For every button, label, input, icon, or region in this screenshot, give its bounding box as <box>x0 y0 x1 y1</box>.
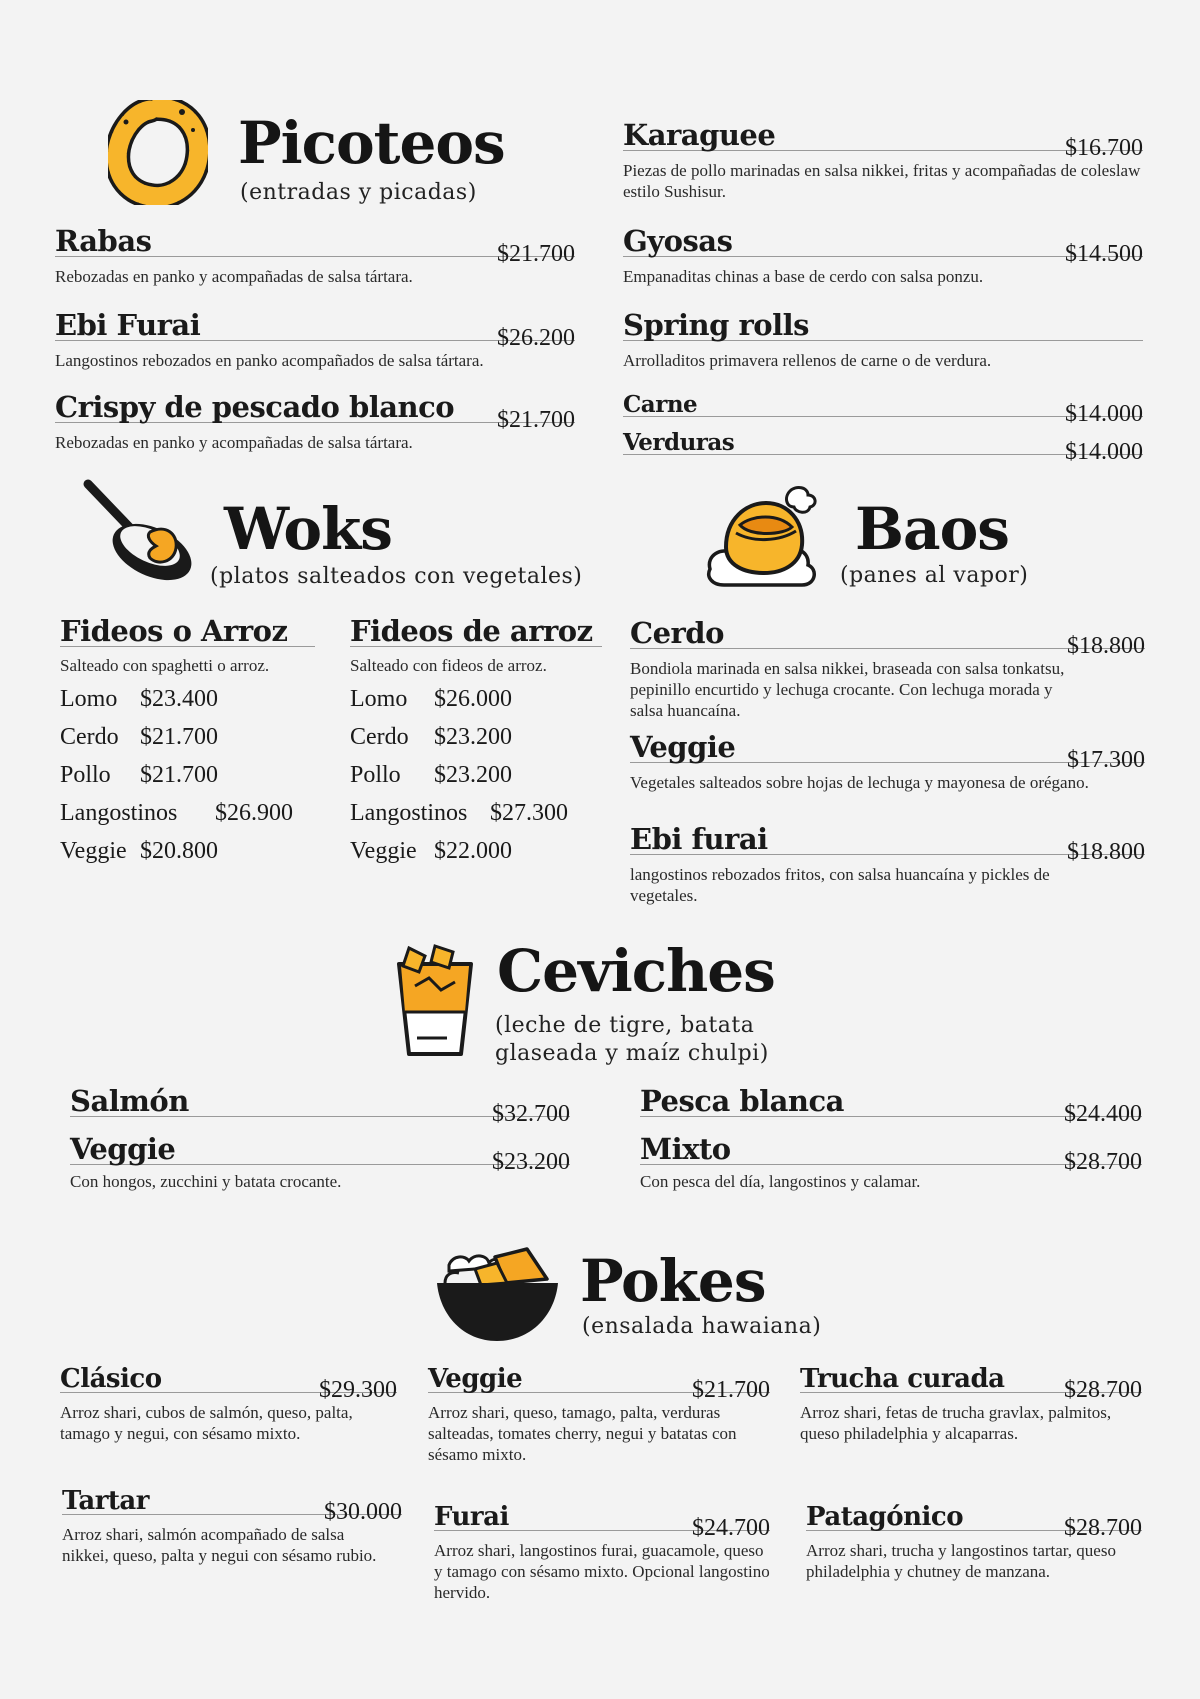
option-label: Pollo <box>60 762 111 788</box>
section-title-baos: Baos <box>855 495 1009 563</box>
item-price: $17.300 <box>1067 747 1145 773</box>
subtitle-line: glaseada y maíz chulpi) <box>495 1041 769 1066</box>
section-title-pokes: Pokes <box>580 1247 766 1315</box>
item-price: $24.400 <box>1064 1101 1142 1127</box>
item-name: Spring rolls <box>623 308 809 342</box>
item-name: Pesca blanca <box>640 1084 844 1118</box>
item-name: Tartar <box>62 1486 149 1516</box>
item-price: $29.300 <box>319 1377 397 1403</box>
item-price: $14.000 <box>1065 401 1143 427</box>
item-price: $23.200 <box>492 1149 570 1175</box>
wok-option-row <box>60 680 315 718</box>
section-title-woks: Woks <box>224 495 392 563</box>
wok-option-row <box>350 832 602 870</box>
wok-option-row <box>350 756 602 794</box>
menu-item <box>55 222 575 287</box>
onion-ring-icon <box>108 100 208 205</box>
ceviche-glass-icon <box>395 942 475 1062</box>
option-price: $21.700 <box>140 762 218 788</box>
option-label: Langostinos <box>350 800 468 826</box>
item-price: $32.700 <box>492 1101 570 1127</box>
poke-bowl-icon <box>435 1245 560 1345</box>
menu-item <box>55 306 575 371</box>
item-name: Carne <box>623 391 698 418</box>
menu-item <box>640 1130 1142 1192</box>
item-name: Verduras <box>623 429 735 456</box>
option-price: $20.800 <box>140 838 218 864</box>
menu-item <box>640 1082 1142 1127</box>
option-label: Pollo <box>350 762 401 788</box>
menu-item <box>800 1358 1142 1444</box>
item-description: Con hongos, zucchini y batata crocante. <box>70 1172 342 1191</box>
menu-item <box>60 1358 397 1444</box>
item-price: $16.700 <box>1065 135 1143 161</box>
item-description: Arroz shari, queso, tamago, palta, verduras salteadas, tomates cherry, negui y batatas con sésamo mixto. <box>428 1403 737 1464</box>
section-subtitle-pokes: (ensalada hawaiana) <box>582 1314 822 1339</box>
option-label: Cerdo <box>60 724 119 750</box>
item-name: Crispy de pescado blanco <box>55 390 455 424</box>
menu-item <box>623 386 1143 427</box>
option-price: $23.200 <box>434 724 512 750</box>
section-title-picoteos: Picoteos <box>238 109 505 177</box>
item-description: Arroz shari, cubos de salmón, queso, palta, tamago y negui, con sésamo mixto. <box>60 1403 353 1443</box>
menu-item <box>70 1130 570 1192</box>
item-price: $18.800 <box>1067 839 1145 865</box>
wok-pan-icon <box>80 478 200 583</box>
option-label: Veggie <box>350 838 417 864</box>
option-label: Lomo <box>350 686 408 712</box>
wok-option-row <box>60 832 315 870</box>
section-subtitle-woks: (platos salteados con vegetales) <box>210 564 583 589</box>
item-name: Gyosas <box>623 224 733 258</box>
item-description: Arroz shari, trucha y langostinos tartar, queso philadelphia y chutney de manzana. <box>806 1541 1116 1581</box>
wok-column <box>350 612 602 870</box>
menu-item <box>623 116 1143 202</box>
item-name: Clásico <box>60 1364 162 1394</box>
menu-item <box>55 388 575 453</box>
item-description: Rebozadas en panko y acompañadas de salsa tártara. <box>55 267 413 286</box>
item-name: Veggie <box>70 1132 176 1166</box>
option-price: $26.000 <box>434 686 512 712</box>
item-price: $21.700 <box>497 241 575 267</box>
item-price: $28.700 <box>1064 1515 1142 1541</box>
option-label: Veggie <box>60 838 127 864</box>
menu-item <box>623 424 1143 465</box>
menu-item <box>434 1496 770 1603</box>
item-price: $28.700 <box>1064 1149 1142 1175</box>
item-name: Veggie <box>630 730 736 764</box>
item-description: Langostinos rebozados en panko acompañados de salsa tártara. <box>55 351 484 370</box>
section-title-ceviches: Ceviches <box>497 937 775 1005</box>
item-price: $30.000 <box>324 1499 402 1525</box>
item-name: Trucha curada <box>800 1364 1005 1394</box>
wok-option-row <box>350 794 602 832</box>
option-price: $21.700 <box>140 724 218 750</box>
item-name: Veggie <box>428 1364 523 1394</box>
item-name: Fideos o Arroz <box>60 614 288 648</box>
item-price: $21.700 <box>692 1377 770 1403</box>
item-price: $14.500 <box>1065 241 1143 267</box>
menu-item <box>630 820 1145 906</box>
menu-item <box>623 222 1143 287</box>
menu-item <box>630 728 1145 793</box>
item-name: Salmón <box>70 1084 189 1118</box>
wok-option-row <box>60 756 315 794</box>
option-label: Lomo <box>60 686 118 712</box>
section-subtitle-baos: (panes al vapor) <box>840 563 1029 588</box>
item-name: Cerdo <box>630 616 724 650</box>
item-name: Mixto <box>640 1132 731 1166</box>
option-label: Cerdo <box>350 724 409 750</box>
item-price: $18.800 <box>1067 633 1145 659</box>
subtitle-line: (leche de tigre, batata <box>495 1013 755 1038</box>
item-description: Con pesca del día, langostinos y calamar. <box>640 1172 921 1191</box>
menu-item <box>62 1480 402 1566</box>
wok-option-row <box>350 680 602 718</box>
option-label: Langostinos <box>60 800 178 826</box>
option-price: $26.900 <box>215 800 293 826</box>
menu-item <box>70 1082 570 1127</box>
item-description: Salteado con fideos de arroz. <box>350 656 547 675</box>
item-description: Bondiola marinada en salsa nikkei, braseada con salsa tonkatsu, pepinillo encurtido y lechuga crocante. Con lechuga morada y salsa huancaína. <box>630 659 1065 720</box>
item-name: Rabas <box>55 224 152 258</box>
item-description: Arrolladitos primavera rellenos de carne o de verdura. <box>623 351 992 370</box>
wok-option-row <box>350 718 602 756</box>
item-description: Rebozadas en panko y acompañadas de salsa tártara. <box>55 433 413 452</box>
item-description: Empanaditas chinas a base de cerdo con salsa ponzu. <box>623 267 984 286</box>
item-name: Furai <box>434 1502 509 1532</box>
item-name: Patagónico <box>806 1502 964 1532</box>
menu-item <box>806 1496 1142 1582</box>
item-description: Vegetales salteados sobre hojas de lechuga y mayonesa de orégano. <box>630 773 1089 792</box>
item-name: Karaguee <box>623 118 776 152</box>
item-price: $28.700 <box>1064 1377 1142 1403</box>
wok-column <box>60 612 315 870</box>
section-subtitle-picoteos: (entradas y picadas) <box>240 180 477 205</box>
menu-item <box>428 1358 770 1465</box>
item-name: Fideos de arroz <box>350 614 593 648</box>
item-description: Piezas de pollo marinadas en salsa nikkei, fritas y acompañadas de coleslaw estilo Sushisur. <box>623 161 1141 201</box>
option-price: $23.200 <box>434 762 512 788</box>
item-price: $26.200 <box>497 325 575 351</box>
menu-item <box>630 614 1145 721</box>
wok-option-row <box>60 794 315 832</box>
bao-bun-icon <box>704 485 824 593</box>
option-price: $27.300 <box>490 800 568 826</box>
menu-item <box>623 306 1143 371</box>
item-price: $24.700 <box>692 1515 770 1541</box>
item-description: Arroz shari, fetas de trucha gravlax, palmitos, queso philadelphia y alcaparras. <box>800 1403 1112 1443</box>
item-description: langostinos rebozados fritos, con salsa huancaína y pickles de vegetales. <box>630 865 1050 905</box>
item-price: $21.700 <box>497 407 575 433</box>
wok-option-row <box>60 718 315 756</box>
item-description: Salteado con spaghetti o arroz. <box>60 656 270 675</box>
item-name: Ebi furai <box>630 822 768 856</box>
item-price: $14.000 <box>1065 439 1143 465</box>
item-description: Arroz shari, salmón acompañado de salsa nikkei, queso, palta y negui con sésamo rubio. <box>62 1525 377 1565</box>
item-name: Ebi Furai <box>55 308 201 342</box>
option-price: $23.400 <box>140 686 218 712</box>
option-price: $22.000 <box>434 838 512 864</box>
item-description: Arroz shari, langostinos furai, guacamole, queso y tamago con sésamo mixto. Opcional langostino hervido. <box>434 1541 770 1602</box>
section-subtitle-ceviches <box>495 1012 769 1068</box>
